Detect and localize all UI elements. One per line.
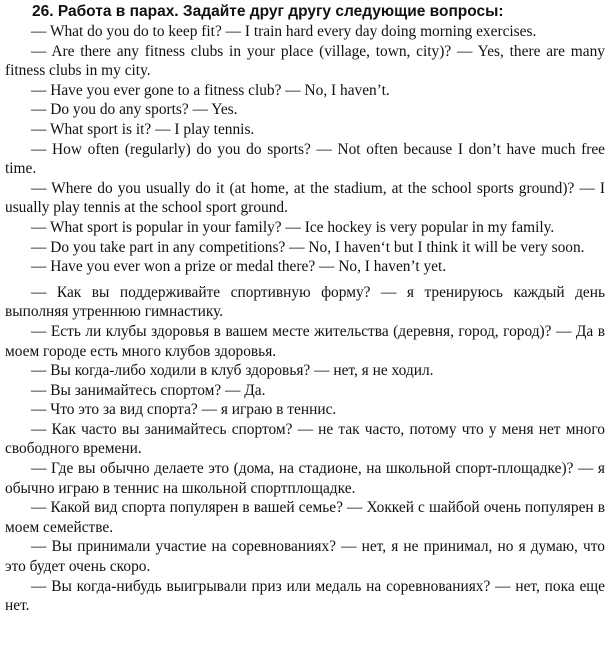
english-line-7: — Where do you usually do it (at home, at the stadium, at the school sports ground)? — I usually play tennis at the school sport ground. xyxy=(5,179,605,217)
english-line-2: — Are there any fitness clubs in your place (village, town, city)? — Yes, there are many fitness clubs in my city. xyxy=(5,42,605,80)
russian-line-2: — Есть ли клубы здоровья в вашем месте жительства (деревня, город, город)? — Да в моем городе есть много клубов здоровья. xyxy=(5,322,605,360)
russian-line-9: — Вы принимали участие на соревнованиях? — нет, я не принимал, но я думаю, что это будет очень скоро. xyxy=(5,538,605,576)
english-line-6: — How often (regularly) do you do sports? — Not often because I don’t have much free time. xyxy=(5,140,605,178)
russian-line-6: — Как часто вы занимайтесь спортом? — не так часто, потому что у меня нет много свободного времени. xyxy=(5,420,605,458)
english-line-8: — What sport is popular in your family? — Ice hockey is very popular in my family. xyxy=(31,218,555,236)
english-line-9: — Do you take part in any competitions? — No, I haven‘t but I think it will be very soon. xyxy=(31,238,585,256)
russian-line-4: — Вы занимайтесь спортом? — Да. xyxy=(31,381,266,399)
russian-line-5: — Что это за вид спорта? — я играю в теннис. xyxy=(31,401,337,419)
russian-line-7: — Где вы обычно делаете это (дома, на стадионе, на школьной спорт-площадке)? — я обычно играю в теннис на школьной спортплощадке. xyxy=(5,460,605,497)
english-line-1: — What do you do to keep fit? — I train hard every day doing morning exercises. xyxy=(31,23,537,40)
english-line-3: — Have you ever gone to a fitness club? — No, I haven’t. xyxy=(31,81,390,99)
russian-line-1: — Как вы поддерживайте спортивную форму? — я тренируюсь каждый день выполняя утреннюю гимнастику. xyxy=(5,283,605,321)
exercise-page xyxy=(5,2,605,616)
russian-dialogue xyxy=(5,283,605,616)
english-line-10: — Have you ever won a prize or medal there? — No, I haven’t yet. xyxy=(31,258,447,276)
english-line-4: — Do you do any sports? — Yes. xyxy=(31,101,238,119)
english-line-5: — What sport is it? — I play tennis. xyxy=(31,120,255,138)
russian-line-3: — Вы когда-либо ходили в клуб здоровья? — нет, я не ходил. xyxy=(31,362,434,380)
english-dialogue xyxy=(5,22,605,277)
russian-line-8: — Какой вид спорта популярен в вашей семье? — Хоккей с шайбой очень популярен в моем семействе. xyxy=(5,499,605,536)
russian-line-10: — Вы когда-нибудь выигрывали приз или медаль на соревнованиях? — нет, пока еще нет. xyxy=(5,577,605,615)
exercise-title: 26. Работа в парах. Задайте друг другу следующие вопросы: xyxy=(32,3,504,20)
